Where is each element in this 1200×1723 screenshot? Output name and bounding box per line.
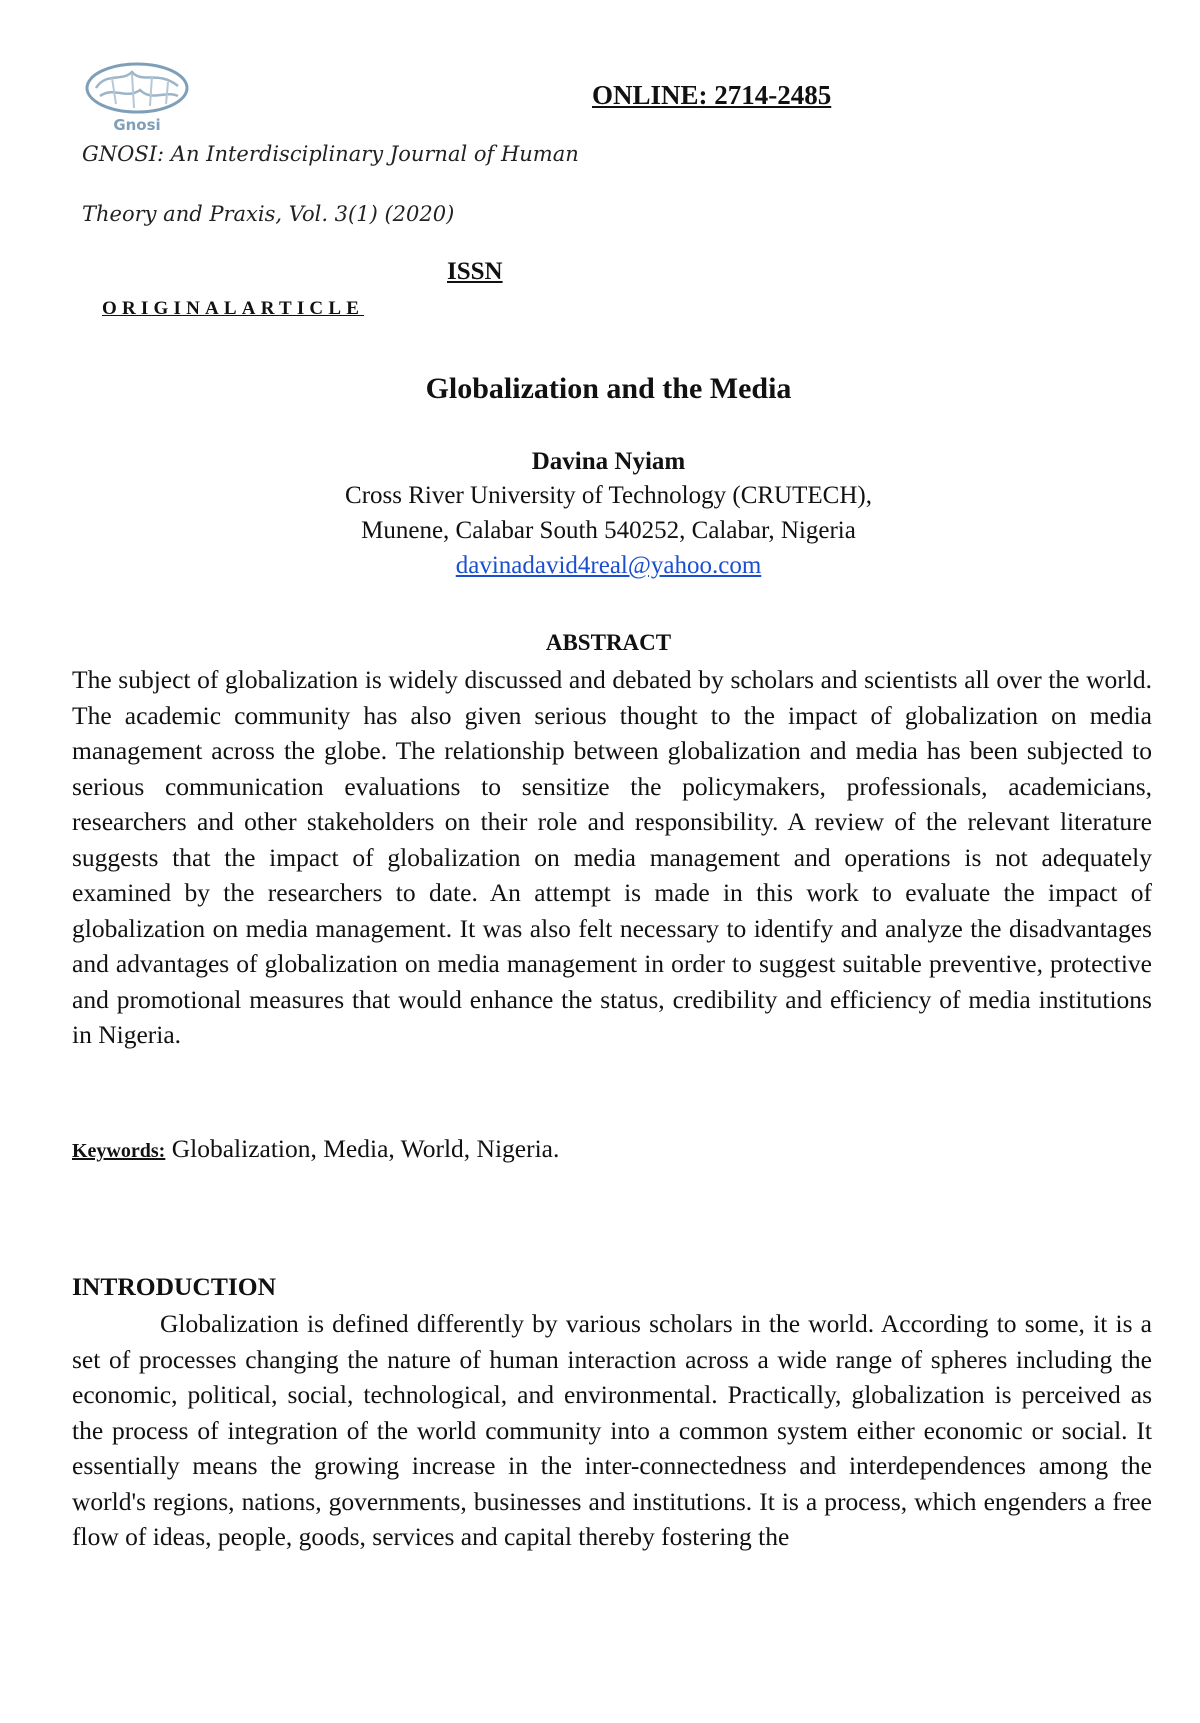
affiliation-line2: Munene, Calabar South 540252, Calabar, Nigeria <box>361 517 856 544</box>
article-type-label: ORIGINALARTICLE <box>102 298 365 319</box>
journal-name-line1: GNOSI: An Interdisciplinary Journal of Human <box>82 142 579 166</box>
online-issn: ONLINE: 2714-2485 <box>592 80 832 110</box>
abstract-heading: ABSTRACT <box>545 630 672 655</box>
issn-label: ISSN <box>447 258 503 285</box>
keywords-line <box>72 1134 559 1164</box>
abstract-text: The subject of globalization is widely discussed and debated by scholars and scientists all over the world. The academic community has also given serious thought to the impact of globalization on media management across the globe. The relationship between globalization and media has been subjected to serious communication evaluations to sensitize the policymakers, professionals, academicians, researchers and other stakeholders on their role and responsibility. A review of the relevant literature suggests that the impact of globalization on media management and operations is not adequately examined by the researchers to date. An attempt is made in this work to evaluate the impact of globalization on media management. It was also felt necessary to identify and analyze the disadvantages and advantages of globalization on media management in order to suggest suitable preventive, protective and promotional measures that would enhance the status, credibility and efficiency of media institutions in Nigeria. <box>72 665 1152 1049</box>
author-email-link[interactable]: davinadavid4real@yahoo.com <box>455 552 762 579</box>
svg-text:Gnosi: Gnosi <box>113 116 161 134</box>
keywords-text: Globalization, Media, World, Nigeria. <box>171 1134 560 1163</box>
affiliation-line1: Cross River University of Technology (CRUTECH), <box>345 482 872 509</box>
author-email-wrapper <box>0 552 1200 580</box>
introduction-body: Globalization is defined differently by various scholars in the world. According to some, it is a set of processes changing the nature of human interaction across a wide range of spheres including the economic, political, social, technological, and environmental. Practically, globalization is perceived as the process of integration of the world community into a common system either economic or social. It essentially means the growing increase in the inter-connectedness and interdependences among the world's regions, nations, governments, businesses and institutions. It is a process, which engenders a free flow of ideas, people, goods, services and capital thereby fostering the <box>72 1309 1152 1551</box>
article-title: Globalization and the Media <box>425 372 792 405</box>
author-name: Davina Nyiam <box>531 448 686 475</box>
introduction-heading: INTRODUCTION <box>72 1272 277 1301</box>
introduction-text <box>72 1306 1152 1555</box>
keywords-label: Keywords: <box>72 1140 166 1162</box>
journal-logo <box>82 60 192 135</box>
journal-name-line2: Theory and Praxis, Vol. 3(1) (2020) <box>82 202 455 226</box>
